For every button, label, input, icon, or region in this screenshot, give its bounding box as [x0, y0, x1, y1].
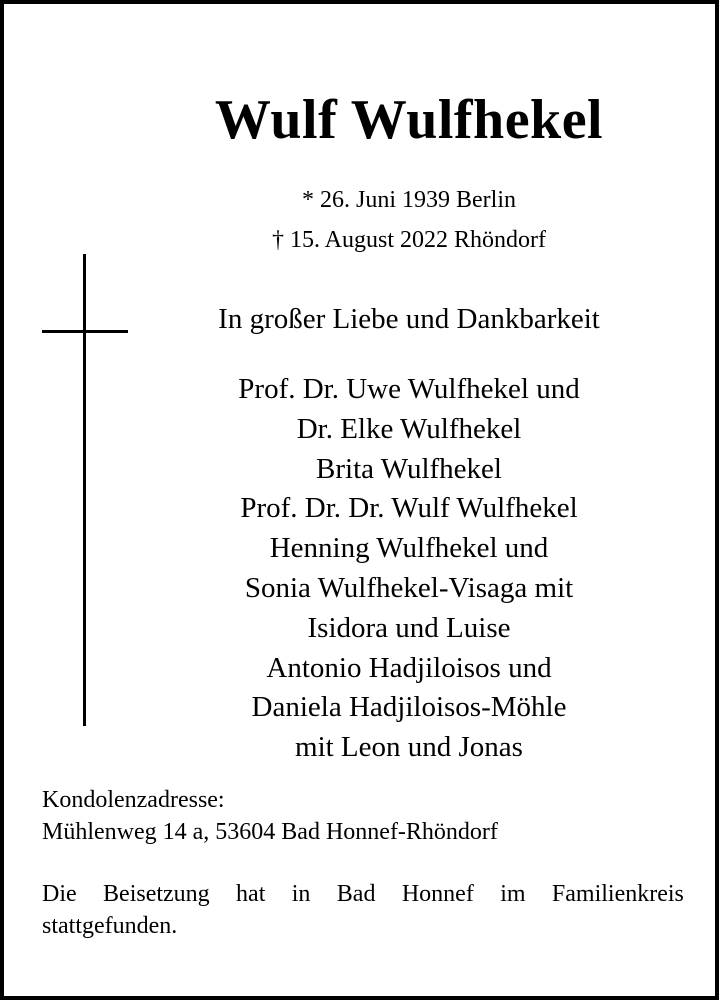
mourner-line: Prof. Dr. Dr. Wulf Wulfhekel — [240, 492, 578, 525]
mourner-line: Isidora und Luise — [307, 611, 511, 644]
mourner-line: mit Leon und Jonas — [295, 731, 523, 764]
burial-word: in — [291, 881, 311, 907]
life-dates — [134, 180, 684, 260]
cross-horizontal-bar — [42, 330, 128, 333]
burial-line-2: stattgefunden. — [42, 913, 178, 939]
mourner-line: Sonia Wulfhekel-Visaga mit — [244, 571, 574, 604]
burial-line-1 — [42, 878, 684, 910]
mourners-list — [134, 370, 684, 768]
mourner-line: Daniela Hadjiloisos-Möhle — [251, 691, 567, 724]
condolence-label: Kondolenzadresse: — [42, 787, 225, 813]
mourner-line: Antonio Hadjiloisos und — [266, 651, 552, 684]
condolence-street: Mühlenweg 14 a, 53604 Bad Honnef-Rhöndorf — [42, 819, 498, 845]
mourner-line: Brita Wulfhekel — [316, 452, 502, 485]
cross-vertical-bar — [83, 254, 86, 726]
deceased-name: Wulf Wulfhekel — [214, 89, 604, 151]
burial-word: hat — [236, 881, 266, 907]
condolence-address — [42, 784, 682, 848]
burial-word: Beisetzung — [103, 881, 210, 907]
burial-word: Familienkreis — [551, 881, 684, 907]
mourner-line: Prof. Dr. Uwe Wulfhekel und — [238, 373, 580, 405]
death-date: † 15. August 2022 Rhöndorf — [271, 227, 546, 253]
mourner-line: Dr. Elke Wulfhekel — [296, 412, 522, 445]
burial-word: Bad — [336, 881, 376, 907]
burial-word: Honnef — [401, 881, 474, 907]
mourner-line: Henning Wulfhekel und — [269, 532, 549, 565]
burial-word: im — [500, 881, 526, 907]
tribute-line: In großer Liebe und Dankbarkeit — [218, 303, 600, 335]
burial-word: Die — [42, 881, 77, 907]
burial-notice — [42, 878, 684, 942]
birth-date: * 26. Juni 1939 Berlin — [302, 187, 516, 213]
